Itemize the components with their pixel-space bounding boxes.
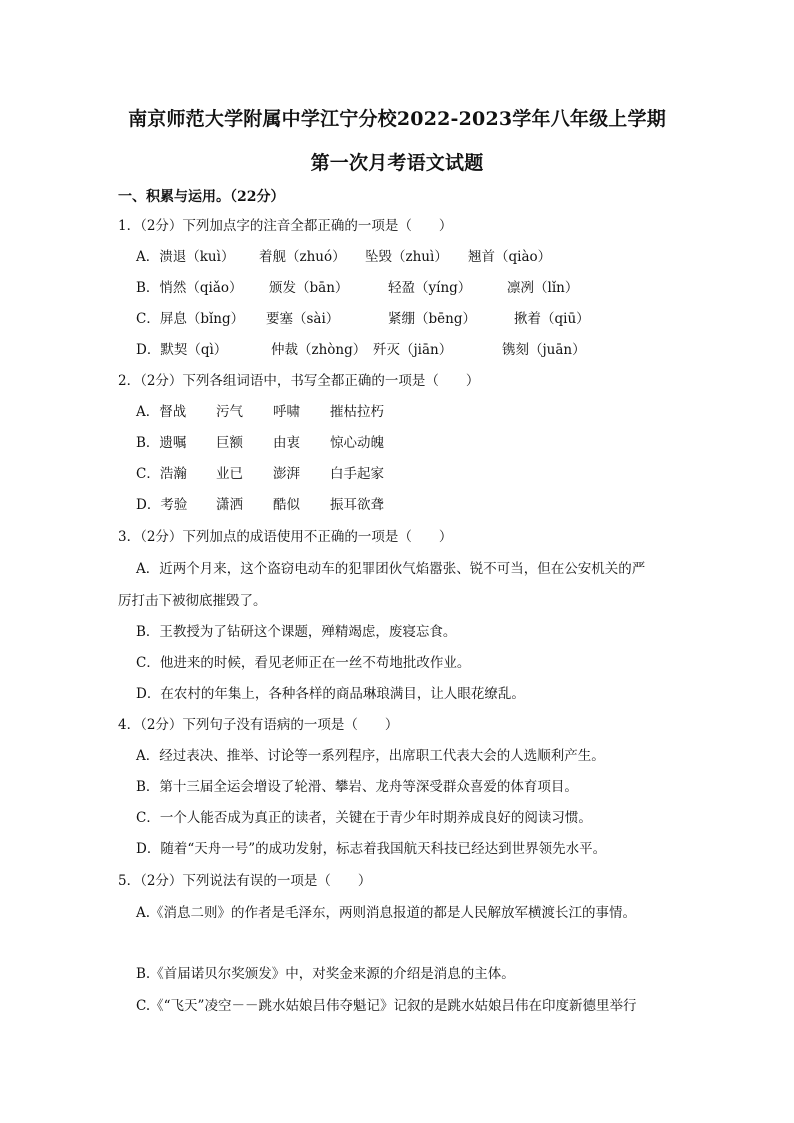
question-4-option-b: B．第十三届全运会增设了轮滑、攀岩、龙舟等深受群众喜爱的体育项目。 [136, 779, 578, 795]
option-cell: 揪着（qiū） [514, 311, 590, 327]
question-5-option-a: A.《消息二则》的作者是毛泽东，两则消息报道的都是人民解放军横渡长江的事情。 [136, 905, 637, 921]
question-3-option-c: C．他进来的时候，看见老师正在一丝不苟地批改作业。 [136, 655, 471, 671]
question-3-option-a: A．近两个月来，这个盗窃电动车的犯罪团伙气焰嚣张、锐不可当，但在公安机关的严 [136, 561, 646, 577]
question-3-option-a-continued: 厉打击下被彻底摧毁了。 [118, 593, 267, 609]
option-cell: 轻盈（yíng） [388, 280, 472, 296]
option-cell: 澎湃 [273, 466, 300, 482]
question-3-option-b: B．王教授为了钻研这个课题，殚精竭虑，废寝忘食。 [136, 624, 457, 640]
option-cell: 振耳欲聋 [330, 497, 384, 513]
option-cell: 由衷 [273, 435, 300, 451]
option-cell: 要塞（sài） [266, 311, 340, 327]
option-cell: 镌刻（juān） [502, 342, 586, 358]
option-cell: 潇洒 [216, 497, 243, 513]
option-cell: 惊心动魄 [330, 435, 384, 451]
option-cell: 酷似 [273, 497, 300, 513]
question-2-stem: 2．（2分）下列各组词语中，书写全都正确的一项是（ ） [118, 373, 480, 389]
option-cell: 紧绷（bēng） [388, 311, 476, 327]
section-heading: 一、积累与运用。（22分） [118, 189, 285, 205]
option-cell: C．浩瀚 [136, 466, 187, 482]
question-4-option-a: A．经过表决、推举、讨论等一系列程序，出席职工代表大会的人选顺利产生。 [136, 748, 605, 764]
option-cell: C．屏息（bǐng） [136, 311, 245, 327]
page-subtitle: 第一次月考语文试题 [310, 152, 484, 174]
question-4-option-c: C．一个人能否成为真正的读者，关键在于青少年时期养成良好的阅读习惯。 [136, 810, 592, 826]
question-5-option-b: B.《首届诺贝尔奖颁发》中，对奖金来源的介绍是消息的主体。 [136, 966, 515, 982]
option-cell: 歼灭（jiān） [373, 342, 453, 358]
question-4-option-d: D．随着“天舟一号”的成功发射，标志着我国航天科技已经达到世界领先水平。 [136, 841, 607, 857]
question-3-option-d: D．在农村的年集上，各种各样的商品琳琅满目，让人眼花缭乱。 [136, 686, 525, 702]
option-cell: D．考验 [136, 497, 188, 513]
option-cell: 巨额 [216, 435, 243, 451]
option-cell: 仲裁（zhòng） [271, 342, 367, 358]
option-cell: 翘首（qiào） [468, 249, 552, 265]
question-5-stem: 5．（2分）下列说法有误的一项是（ ） [118, 873, 372, 889]
option-cell: 着舰（zhuó） [259, 249, 346, 265]
option-cell: 业已 [216, 466, 243, 482]
option-cell: B．遗嘱 [136, 435, 187, 451]
option-cell: 白手起家 [330, 466, 384, 482]
option-cell: 凛冽（lǐn） [507, 280, 579, 296]
option-cell: 坠毁（zhuì） [365, 249, 448, 265]
option-cell: A．溃退（kuì） [136, 249, 235, 265]
question-1-stem: 1．（2分）下列加点字的注音全都正确的一项是（ ） [118, 218, 453, 234]
question-4-stem: 4．（2分）下列句子没有语病的一项是（ ） [118, 717, 399, 733]
question-5-option-c: C.《“飞天”凌空－－跳水姑娘吕伟夺魁记》记叙的是跳水姑娘吕伟在印度新德里举行 [136, 998, 637, 1014]
question-3-stem: 3．（2分）下列加点的成语使用不正确的一项是（ ） [118, 529, 453, 545]
option-cell: A．督战 [136, 404, 187, 420]
option-cell: 呼啸 [273, 404, 300, 420]
option-cell: 污气 [216, 404, 243, 420]
option-cell: B．悄然（qiǎo） [136, 280, 243, 296]
page-title: 南京师范大学附属中学江宁分校2022-2023学年八年级上学期 [128, 108, 666, 130]
option-cell: 摧枯拉朽 [330, 404, 384, 420]
option-cell: 颁发（bān） [269, 280, 349, 296]
option-cell: D．默契（qì） [136, 342, 228, 358]
